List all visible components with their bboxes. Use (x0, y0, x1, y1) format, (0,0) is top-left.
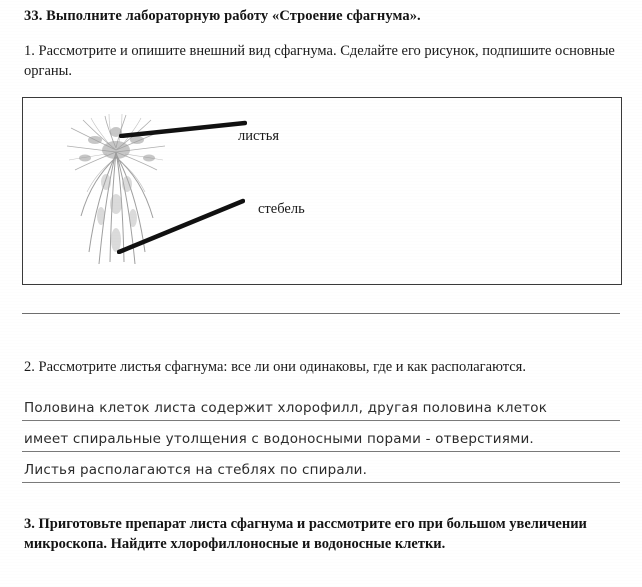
label-leaves: листья (238, 128, 280, 144)
question-3-text: 3. Приготовьте препарат листа сфагнума и рассмотрите его при большом увеличении микроскопа. Найдите хлорофиллоносные и водоносные клетки. (24, 516, 587, 552)
answer-line-1[interactable]: Половина клеток листа содержит хлорофилл, другая половина клеток (24, 400, 548, 416)
answer-line-2[interactable]: имеет спиральные утолщения с водоносными порами - отверстиями. (24, 431, 534, 447)
page-title: 33. Выполните лабораторную работу «Строение сфагнума». (24, 8, 421, 24)
drawing-answer-box[interactable] (22, 97, 622, 285)
answer-rule-3 (22, 451, 620, 452)
question-1-text: 1. Рассмотрите и опишите внешний вид сфагнума. Сделайте его рисунок, подпишите основные органы. (24, 43, 615, 79)
question-2-text: 2. Рассмотрите листья сфагнума: все ли они одинаковы, где и как располагаются. (24, 359, 526, 375)
leader-line-stem (117, 198, 245, 254)
answer-rule-1[interactable] (22, 313, 620, 314)
answer-rule-2 (22, 420, 620, 421)
answer-line-3[interactable]: Листья располагаются на стеблях по спирали. (24, 462, 368, 478)
leader-line-leaves (119, 120, 247, 138)
label-stem: стебель (258, 201, 305, 217)
answer-rule-4 (22, 482, 620, 483)
